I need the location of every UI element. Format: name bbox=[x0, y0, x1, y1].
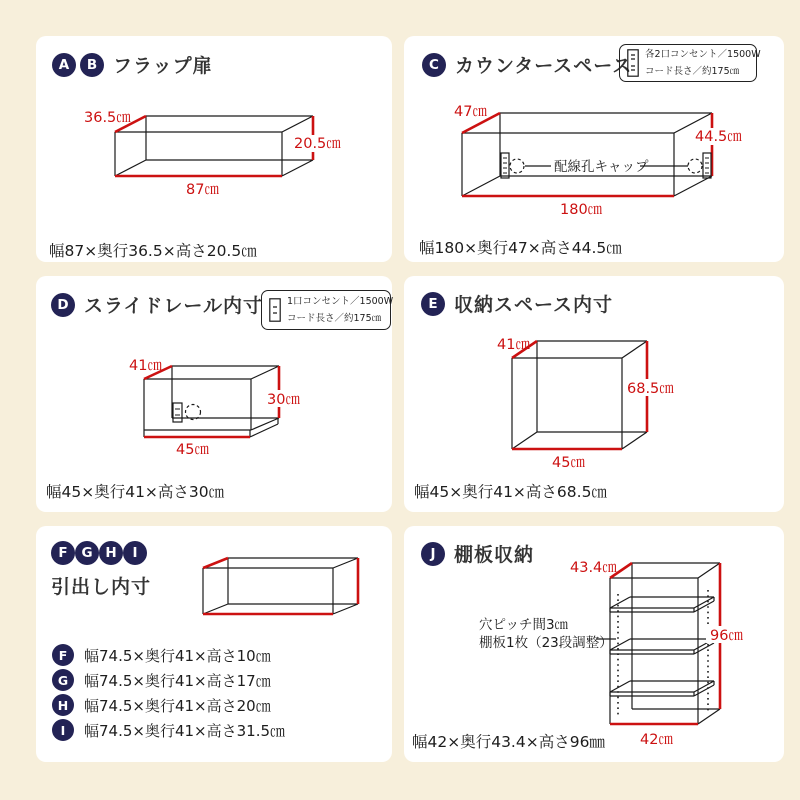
panel-title: スライドレール内寸 bbox=[84, 295, 264, 317]
badge-h: H bbox=[99, 541, 123, 565]
storage-width-label: 45㎝ bbox=[552, 455, 585, 471]
outlet-icon-right bbox=[703, 153, 711, 178]
drawer-row-h bbox=[52, 694, 271, 716]
cable-hole-left bbox=[510, 159, 524, 173]
storage-depth-label: 41㎝ bbox=[497, 337, 530, 353]
badge-d: D bbox=[51, 293, 75, 317]
slide-depth-label: 41㎝ bbox=[129, 358, 162, 374]
outlet-info-line2: コード長さ／約175㎝ bbox=[645, 66, 740, 77]
outlet-info-line1: 各2口コンセント／1500W bbox=[645, 48, 761, 60]
counter-width-label: 180㎝ bbox=[560, 202, 603, 218]
outlet-icon bbox=[173, 403, 182, 422]
drawer-row-i bbox=[52, 719, 285, 741]
panel-title: 収納スペース内寸 bbox=[454, 294, 614, 316]
shelf-storage-diagram bbox=[404, 526, 784, 762]
panel-shelf-storage bbox=[404, 526, 784, 762]
pin-pitch-note: 穴ピッチ間3㎝ bbox=[479, 617, 569, 633]
badge-g: G bbox=[52, 669, 74, 691]
storage-space-diagram bbox=[404, 276, 784, 512]
counter-space-diagram bbox=[404, 36, 784, 262]
drawer-row-g bbox=[52, 669, 271, 691]
flap-height-label: 20.5㎝ bbox=[294, 136, 341, 152]
panel-counter-space bbox=[404, 36, 784, 262]
shelf-depth-label: 43.4㎝ bbox=[570, 560, 617, 576]
drawer-i-dimensions: 幅74.5×奥行41×高さ31.5㎝ bbox=[84, 721, 286, 740]
cable-hole-right bbox=[688, 159, 702, 173]
badge-i: I bbox=[52, 719, 74, 741]
flap-door-diagram bbox=[36, 36, 392, 262]
drawer-f-dimensions: 幅74.5×奥行41×高さ10㎝ bbox=[84, 646, 271, 665]
counter-depth-label: 47㎝ bbox=[454, 104, 487, 120]
cable-hole-cap-label: 配線孔キャップ bbox=[554, 159, 649, 175]
panel-title: フラップ扉 bbox=[113, 55, 213, 77]
badge-c: C bbox=[422, 53, 446, 77]
badge-e: E bbox=[421, 292, 445, 316]
storage-dimensions-summary: 幅45×奥行41×高さ68.5㎝ bbox=[414, 483, 607, 501]
badge-b: B bbox=[80, 53, 104, 77]
badge-f: F bbox=[52, 644, 74, 666]
badge-i: I bbox=[123, 541, 147, 565]
flap-depth-label: 36.5㎝ bbox=[84, 110, 131, 126]
storage-height-label: 68.5㎝ bbox=[627, 381, 674, 397]
panel-flap-door bbox=[36, 36, 392, 262]
panel-drawers bbox=[36, 526, 392, 762]
panel-title: 引出し内寸 bbox=[51, 576, 152, 598]
shelf-count-note: 棚板1枚（23段調整） bbox=[479, 635, 613, 651]
badge-a: A bbox=[52, 53, 76, 77]
drawer-row-f bbox=[52, 644, 271, 666]
panel-storage-space bbox=[404, 276, 784, 512]
slide-height-label: 30㎝ bbox=[267, 392, 300, 408]
flap-width-label: 87㎝ bbox=[186, 182, 219, 198]
badge-f: F bbox=[51, 541, 75, 565]
counter-height-label: 44.5㎝ bbox=[695, 129, 742, 145]
flap-dimensions-summary: 幅87×奥行36.5×高さ20.5㎝ bbox=[49, 242, 257, 260]
drawer-h-dimensions: 幅74.5×奥行41×高さ20㎝ bbox=[84, 696, 271, 715]
cable-hole bbox=[186, 405, 201, 420]
outlet-icon-left bbox=[501, 153, 509, 178]
badge-h: H bbox=[52, 694, 74, 716]
slide-width-label: 45㎝ bbox=[176, 442, 209, 458]
panel-title: カウンタースペース bbox=[455, 55, 633, 77]
shelf-dimensions-summary: 幅42×奥行43.4×高さ96㎜ bbox=[412, 733, 605, 751]
outlet-info-line1: 1口コンセント／1500W bbox=[287, 295, 394, 307]
shelf-width-label: 42㎝ bbox=[640, 732, 673, 748]
slide-rail-diagram bbox=[36, 276, 392, 512]
shelf-height-label: 96㎝ bbox=[710, 628, 743, 644]
panel-slide-rail bbox=[36, 276, 392, 512]
badge-g: G bbox=[75, 541, 99, 565]
badge-j: J bbox=[421, 542, 445, 566]
drawer-g-dimensions: 幅74.5×奥行41×高さ17㎝ bbox=[84, 671, 271, 690]
slide-dimensions-summary: 幅45×奥行41×高さ30㎝ bbox=[46, 483, 225, 501]
outlet-info-line2: コード長さ／約175㎝ bbox=[287, 313, 382, 324]
panel-title: 棚板収納 bbox=[454, 544, 535, 566]
counter-dimensions-summary: 幅180×奥行47×高さ44.5㎝ bbox=[419, 239, 622, 257]
